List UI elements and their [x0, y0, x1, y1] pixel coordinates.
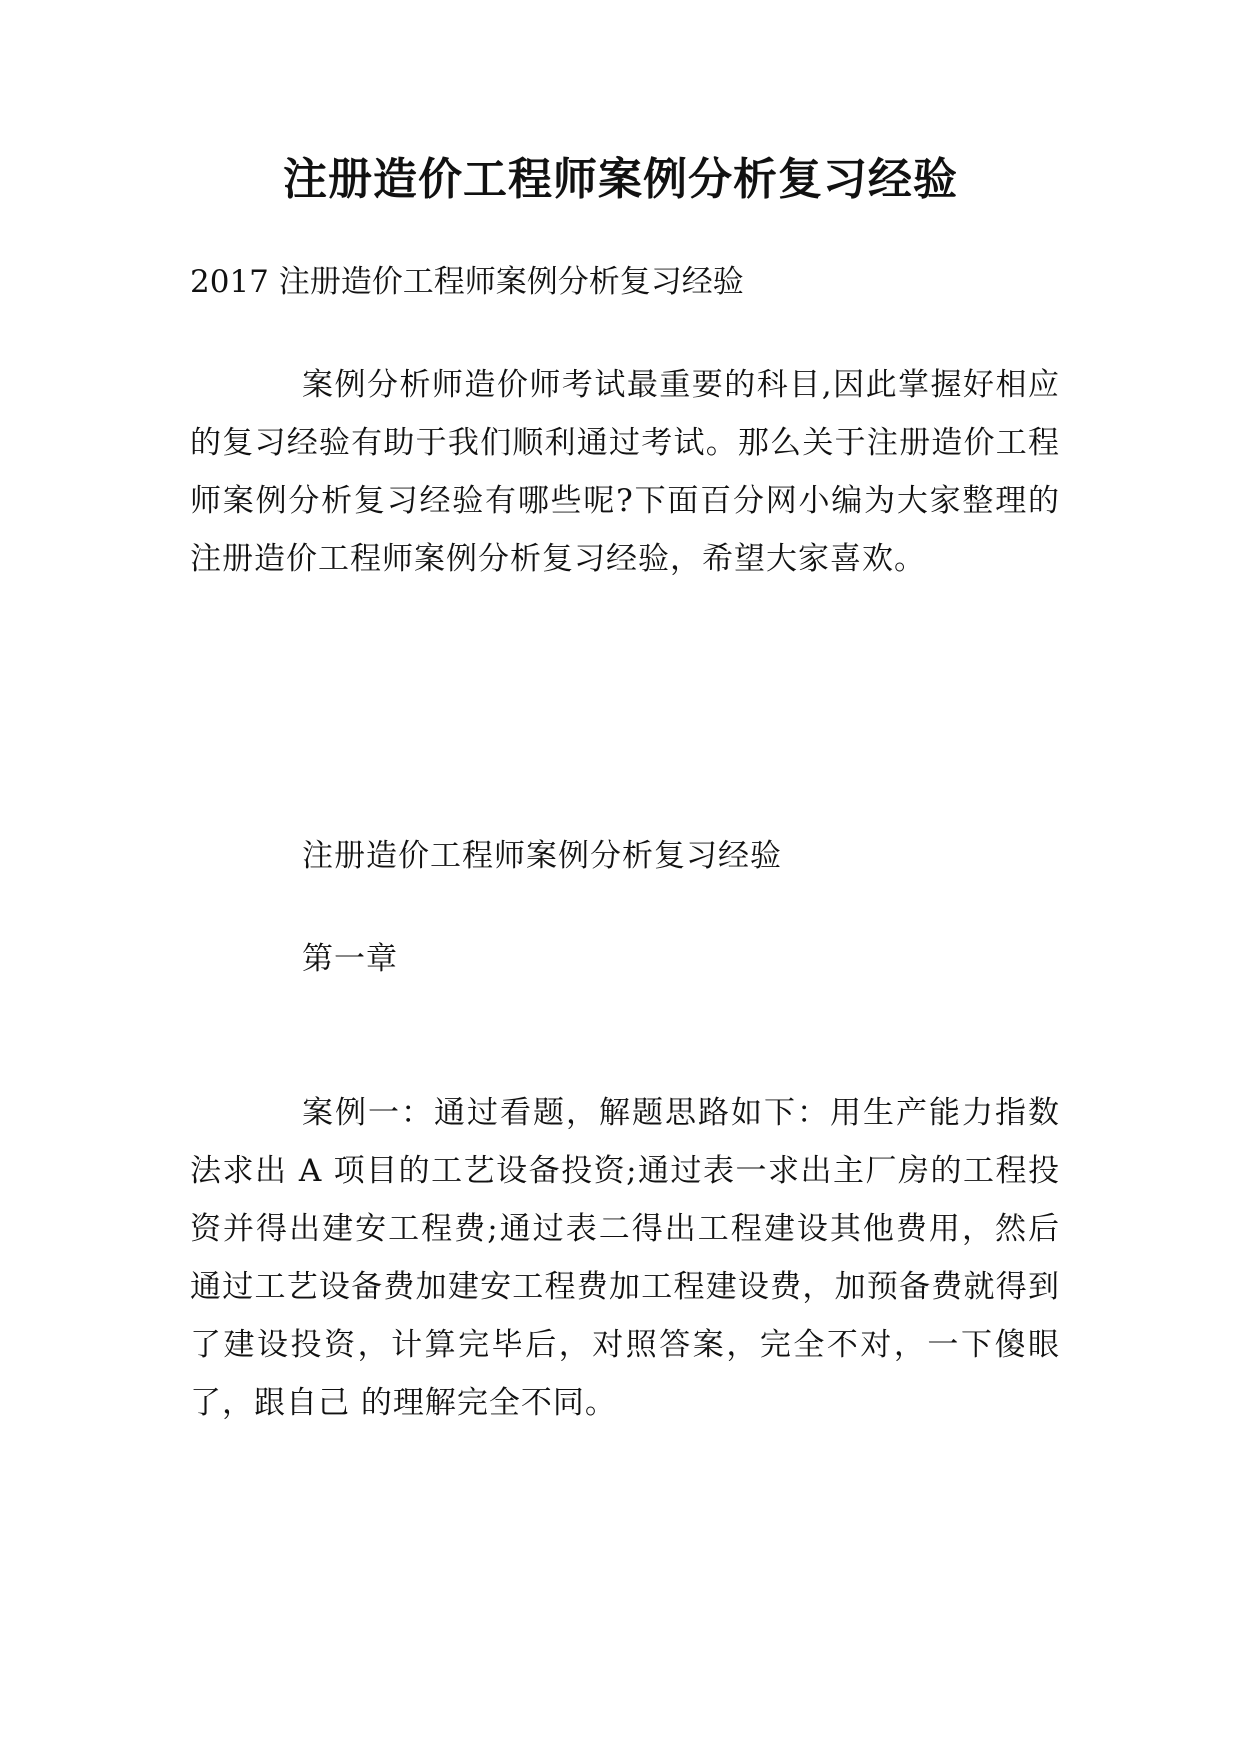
intro-paragraph: 案例分析师造价师考试最重要的科目,因此掌握好相应的复习经验有助于我们顺利通过考试。那么关于注册造价工程师案例分析复习经验有哪些呢?下面百分网小编为大家整理的注册造价工程师案例分析复习经验，希望大家喜欢。	[190, 367, 1060, 577]
chapter-heading: 第一章	[302, 941, 398, 977]
document-subtitle: 2017 注册造价工程师案例分析复习经验	[190, 264, 744, 300]
document-title: 注册造价工程师案例分析复习经验	[283, 154, 958, 205]
case-one-paragraph: 案例一：通过看题，解题思路如下：用生产能力指数法求出 A 项目的工艺设备投资;通过表一求出主厂房的工程投资并得出建安工程费;通过表二得出工程建设其他费用，然后通过工艺设备费加建安工程费加工程建设费，加预备费就得到了建设投资，计算完毕后，对照答案，完全不对，一下傻眼了，跟自己 的理解完全不同。	[190, 1095, 1060, 1421]
section-heading: 注册造价工程师案例分析复习经验	[302, 838, 782, 874]
